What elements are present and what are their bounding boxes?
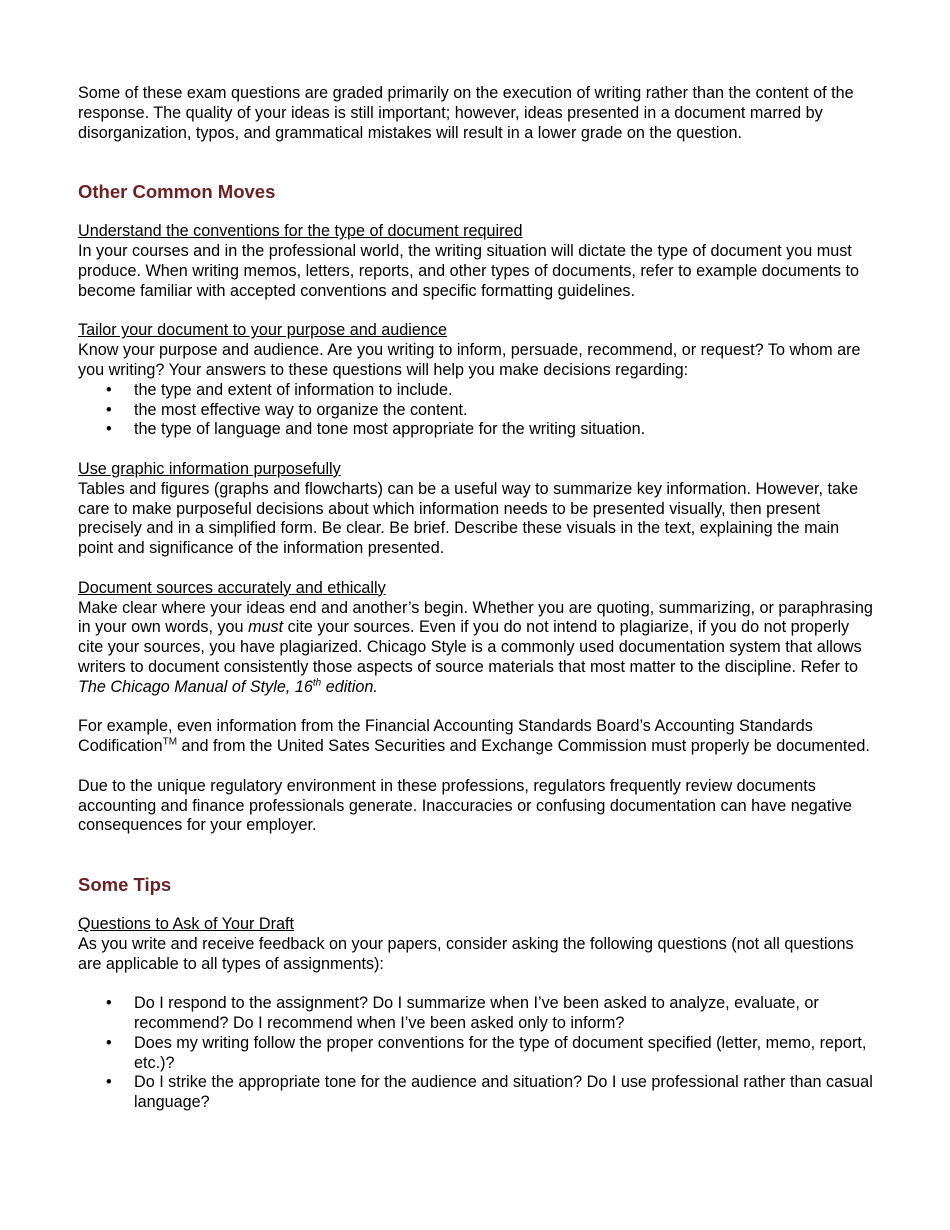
list-item: • Do I respond to the assignment? Do I summarize when I’ve been asked to analyze, evaluate, or recommend? Do I recommend when I’ve been asked only to inform? [78, 994, 878, 1034]
sources-emphasis-must: must [248, 618, 284, 637]
document-page [78, 84, 878, 1113]
list-item: • the most effective way to organize the content. [78, 401, 878, 421]
subheading-sources: Document sources accurately and ethically [78, 578, 386, 597]
subheading-conventions: Understand the conventions for the type of document required [78, 222, 523, 241]
subheading-graphics: Use graphic information purposefully [78, 459, 341, 478]
list-item: • the type and extent of information to include. [78, 381, 878, 401]
conventions-paragraph: In your courses and in the professional world, the writing situation will dictate the type of document you must produce. When writing memos, letters, reports, and other types of documents, refer to example documents to become familiar with accepted conventions and specific formatting guidelines. [78, 242, 859, 300]
section-heading-some-tips: Some Tips [78, 874, 172, 896]
list-item: • Does my writing follow the proper conventions for the type of document specified (letter, memo, report, etc.)? [78, 1034, 878, 1074]
tailor-bullet-list [78, 381, 878, 440]
edition-superscript: th [312, 677, 322, 689]
graphics-paragraph: Tables and figures (graphs and flowcharts) can be a useful way to summarize key information. However, take care to make purposeful decisions about which information needs to be presented visually, then present precisely and in a simplified form. Be clear. Be brief. Describe these visuals in the text, explaining the main point and significance of the information presented. [78, 479, 859, 558]
trademark-superscript: TM [162, 736, 178, 748]
sources-text-2: cite your sources. Even if you do not intend to plagiarize, if you do not properly cite your sources, you have plagiarized. Chicago Style is a commonly used documentation system that allows writers to document consistently those aspects of source materials that most matter to the discipline. Refer to [78, 618, 862, 676]
sources-paragraph [78, 599, 878, 698]
example-paragraph: For example, even information from the Financial Accounting Standards Board’s Accounting Standards Codification™ and from the United Sates Securities and Exchange Commission must properly be documented. [78, 717, 870, 756]
sources-text-1: Make clear where your ideas end and another’s begin. Whether you are quoting, summarizing, or paraphrasing in your own words, you [78, 598, 873, 637]
list-item: • Do I strike the appropriate tone for the audience and situation? Do I use professional rather than casual language? [78, 1073, 878, 1113]
questions-paragraph: As you write and receive feedback on your papers, consider asking the following questions (not all questions are applicable to all types of assignments): [78, 934, 854, 973]
regulatory-paragraph: Due to the unique regulatory environment in these professions, regulators frequently review documents accounting and finance professionals generate. Inaccuracies or confusing documentation can have negative consequences for your employer. [78, 776, 852, 835]
questions-bullet-list [78, 994, 878, 1113]
intro-paragraph: Some of these exam questions are graded primarily on the execution of writing rather than the content of the response. The quality of your ideas is still important; however, ideas presented in a document marred by disorganization, typos, and grammatical mistakes will result in a lower grade on the question. [78, 84, 854, 142]
list-item: • the type of language and tone most appropriate for the writing situation. [78, 420, 878, 440]
subheading-tailor: Tailor your document to your purpose and audience [78, 321, 447, 340]
subheading-questions: Questions to Ask of Your Draft [78, 915, 294, 934]
chicago-manual-title: The Chicago Manual of Style, 16th edition. [78, 677, 378, 696]
section-heading-other-common-moves: Other Common Moves [78, 181, 276, 203]
tailor-paragraph: Know your purpose and audience. Are you writing to inform, persuade, recommend, or request? To whom are you writing? Your answers to these questions will help you make decisions regarding: [78, 341, 861, 379]
